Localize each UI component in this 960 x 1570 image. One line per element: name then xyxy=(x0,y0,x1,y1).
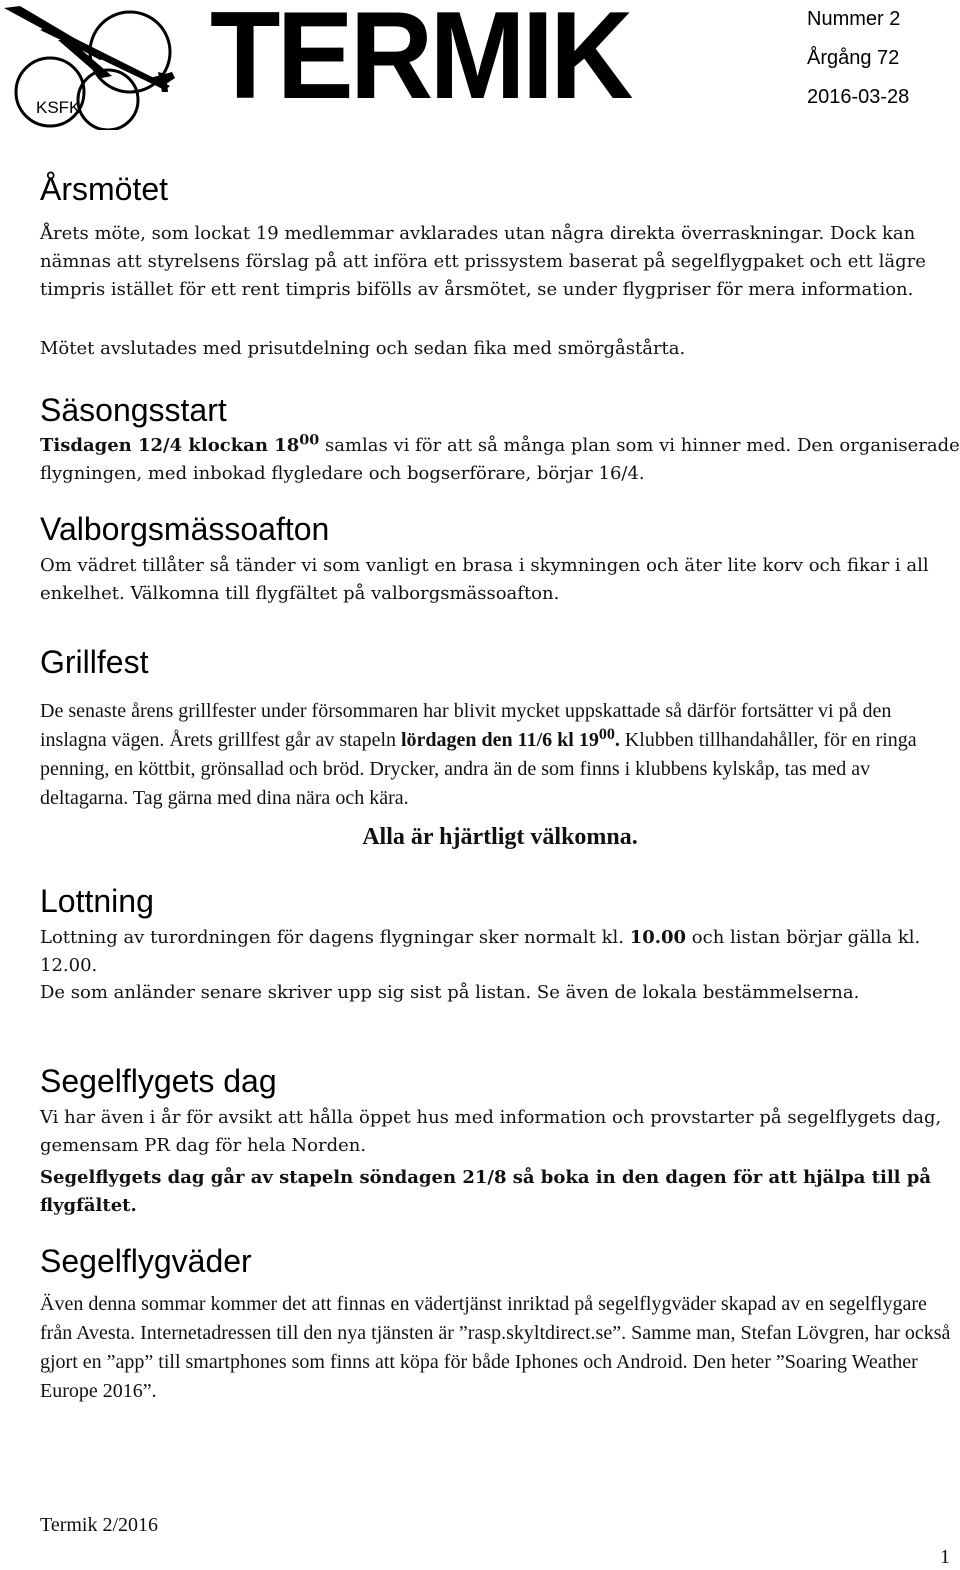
footer-label: Termik 2/2016 xyxy=(40,1514,159,1536)
heading-lottning: Lottning xyxy=(40,883,154,919)
lottning-note: De som anländer senare skriver upp sig sist på listan. Se även de lokala bestämmelserna. xyxy=(40,982,860,1003)
sasongsstart-paragraph: Tisdagen 12/4 klockan $18^{00}$ samlas vi för att så många plan som vi hinner med. Den organiserade flygningen, med inbokad flygledare och bogserförare, börjar 16/4. xyxy=(40,431,960,484)
issue-volume: Årgång 72 xyxy=(807,47,900,69)
club-logo xyxy=(0,0,190,130)
issue-date: 2016-03-28 xyxy=(807,86,910,108)
heading-segelflygets-dag: Segelflygets dag xyxy=(40,1063,277,1099)
issue-number: Nummer 2 xyxy=(807,8,901,30)
sasongsstart-date: Tisdagen 12/4 klockan $18^{00}$ xyxy=(40,431,320,456)
issue-info xyxy=(807,0,909,117)
segelflygvader-paragraph: Även denna sommar kommer det att finnas en vädertjänst inriktad på segelflygväder skapad av en segelflygare från Avesta. Internetadressen till den nya tjänsten är ”rasp.skyltdirect.se”. Samme man, Stefan Lövgren, har också gjort en ”app” till smartphones som finns att köpa för både Iphones och Android. Den heter ”Soaring Weather Europe 2016”. xyxy=(40,1293,951,1402)
arsmotet-paragraph: Årets möte, som lockat 19 medlemmar avklarades utan några direkta överraskningar. Dock kan nämnas att styrelsens förslag på att införa ett prissystem baserat på segelflygpaket och ett lägre timpris istället för ett rent timpris bifölls av årsmötet, se under flygpriser för mera information. xyxy=(40,223,926,300)
heading-grillfest: Grillfest xyxy=(40,644,149,680)
grillfest-welcome: Alla är hjärtligt välkomna. xyxy=(362,824,638,850)
arsmotet-closing: Mötet avslutades med prisutdelning och sedan fika med smörgåstårta. xyxy=(40,338,686,359)
grillfest-paragraph: De senaste årens grillfester under försommaren har blivit mycket uppskattade så därför fortsätter vi på den inslagna vägen. Årets grillfest går av stapeln lördagen den 11/6 kl $19^{00}$. Klubben tillhandahåller, för en ringa penning, en köttbit, grönsallad och bröd. Drycker, andra än de som finns i klubbens kylskåp, tas med av deltagarna. Tag gärna med dina nära och kära. xyxy=(40,700,917,809)
segelflygets-dag-paragraph: Vi har även i år för avsikt att hålla öppet hus med information och provstarter på segelflygets dag, gemensam PR dag för hela Norden. xyxy=(40,1107,942,1156)
segelflygets-dag-bold: Segelflygets dag går av stapeln söndagen 21/8 så boka in den dagen för att hjälpa till på flygfältet. xyxy=(40,1167,932,1216)
valborg-paragraph: Om vädret tillåter så tänder vi som vanligt en brasa i skymningen och äter lite korv och fikar i all enkelhet. Välkomna till flygfältet på valborgsmässoafton. xyxy=(40,555,929,604)
page-number: 1 xyxy=(940,1546,950,1568)
grillfest-date: lördagen den 11/6 kl $19^{00}$. xyxy=(401,725,620,751)
heading-arsmotet: Årsmötet xyxy=(40,171,169,207)
heading-segelflygvader: Segelflygväder xyxy=(40,1243,252,1279)
heading-valborg: Valborgsmässoafton xyxy=(40,511,330,547)
masthead-title: TERMIK xyxy=(210,0,630,125)
logo-text: KSFK xyxy=(36,98,81,117)
lottning-paragraph: Lottning av turordningen för dagens flygningar sker normalt kl. 10.00 och listan börjar gälla kl. 12.00. xyxy=(40,927,921,976)
heading-sasongsstart: Säsongsstart xyxy=(40,392,227,428)
